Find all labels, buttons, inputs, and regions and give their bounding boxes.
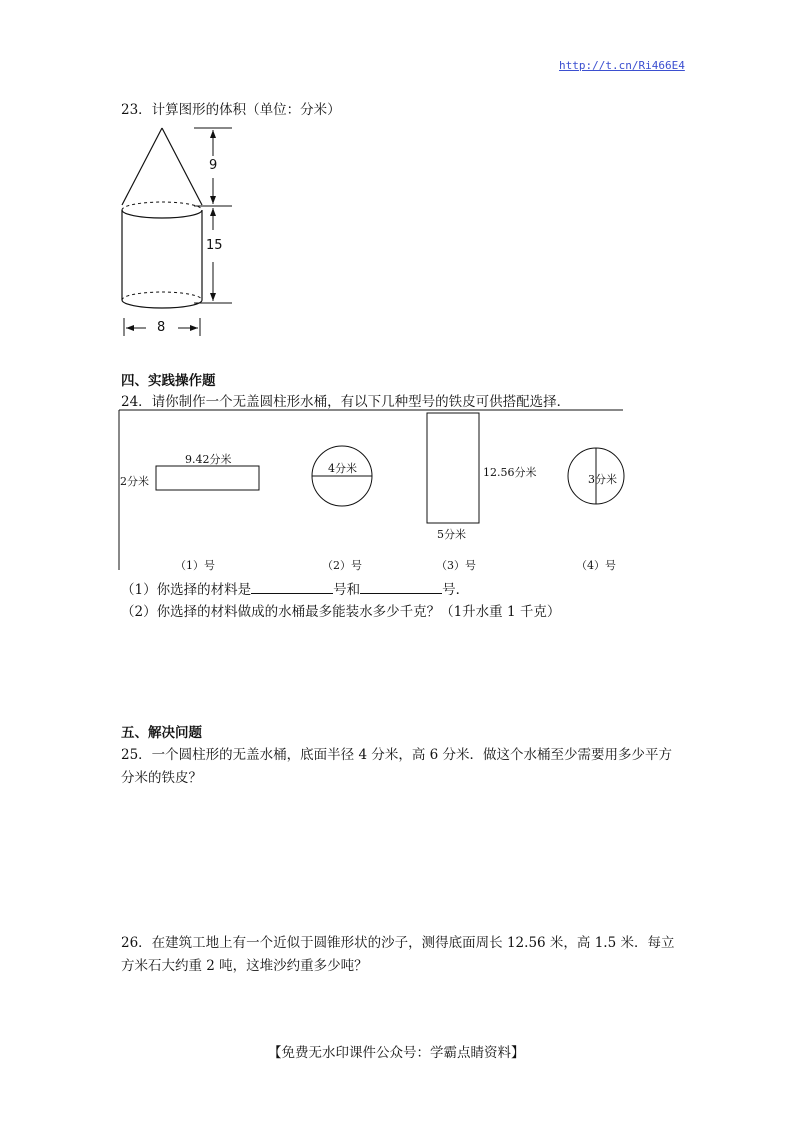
material1-rect xyxy=(156,466,259,490)
header-link[interactable]: http://t.cn/Ri466E4 xyxy=(559,59,685,72)
material3-width-label: 5分米 xyxy=(437,528,466,541)
answer-blank-2[interactable] xyxy=(360,581,442,594)
q23-title: 23．计算图形的体积（单位：分米） xyxy=(121,102,341,118)
q26-line2: 方米石大约重 2 吨，这堆沙约重多少吨？ xyxy=(121,958,368,974)
material1-width-label: 9.42分米 xyxy=(185,453,232,466)
q23-figure-cone-cylinder xyxy=(110,118,250,343)
material2-caption: （2）号 xyxy=(322,559,362,572)
material2-label: 4分米 xyxy=(328,462,357,475)
cone-left-edge xyxy=(122,128,162,205)
q24-materials-frame xyxy=(118,408,628,573)
q24-sub1-middle: 号和 xyxy=(333,582,361,598)
material3-rect xyxy=(427,413,479,523)
dim-diameter: 8 xyxy=(157,320,166,335)
material3-height-label: 12.56分米 xyxy=(483,466,537,479)
footer-note: 【免费无水印课件公众号：学霸点睛资料】 xyxy=(268,1045,525,1061)
material4-label: 3分米 xyxy=(588,473,617,486)
material3-caption: （3）号 xyxy=(436,559,476,572)
material4-caption: （4）号 xyxy=(576,559,616,572)
q24-sub1-prefix: （1）你选择的材料是 xyxy=(121,582,252,598)
top-ellipse-back xyxy=(122,202,202,210)
bottom-ellipse-back xyxy=(122,292,202,300)
material1-caption: （1）号 xyxy=(175,559,215,572)
q24-sub2: （2）你选择的材料做成的水桶最多能装水多少千克？（1升水重 1 千克） xyxy=(121,604,561,620)
answer-blank-1[interactable] xyxy=(251,581,333,594)
section5-title: 五、解决问题 xyxy=(121,725,202,741)
cone-right-edge xyxy=(162,128,202,205)
material1-height-label: 2分米 xyxy=(120,475,149,488)
q24-sub1 xyxy=(121,578,469,598)
section4-title: 四、实践操作题 xyxy=(121,373,216,389)
dim-cylinder-height: 15 xyxy=(206,238,223,253)
top-ellipse-front xyxy=(122,210,202,218)
q25-line2: 分米的铁皮？ xyxy=(121,770,202,786)
q25-line1: 25．一个圆柱形的无盖水桶，底面半径 4 分米，高 6 分米．做这个水桶至少需要用多少平方 xyxy=(121,747,673,763)
q24-title: 24．请你制作一个无盖圆柱形水桶，有以下几种型号的铁皮可供搭配选择． xyxy=(121,394,571,410)
dim-cone-height: 9 xyxy=(209,158,218,173)
q24-sub1-suffix: 号． xyxy=(442,582,470,598)
bottom-ellipse-front xyxy=(122,300,202,308)
q26-line1: 26．在建筑工地上有一个近似于圆锥形状的沙子，测得底面周长 12.56 米，高 1.5 米．每立 xyxy=(121,935,675,951)
